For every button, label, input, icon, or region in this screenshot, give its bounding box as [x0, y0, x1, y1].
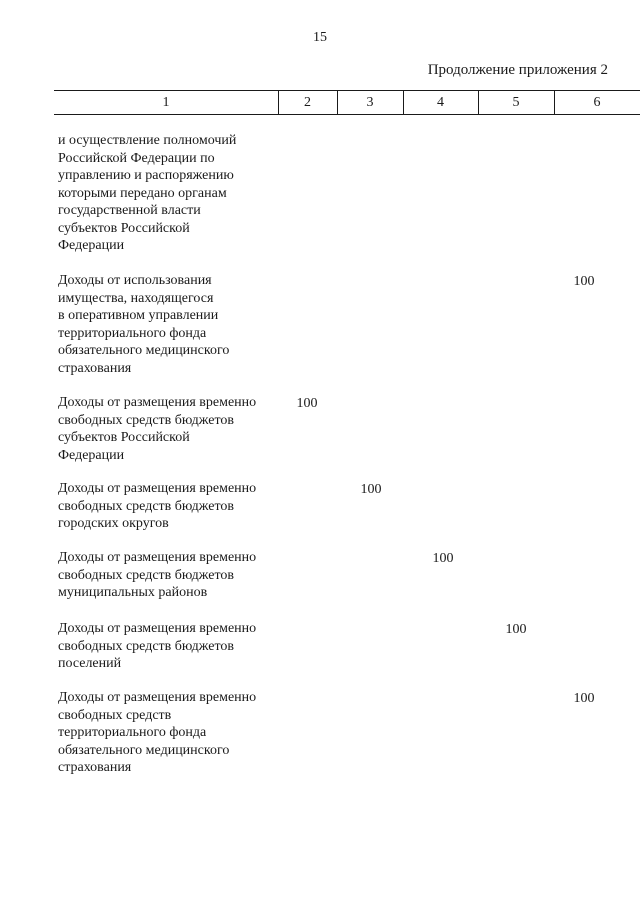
column-header-6: 6: [593, 95, 601, 110]
row-description: Доходы от использования имущества, находящегося в оперативном управлении территориального фонда обязательного медицинского страхования: [58, 273, 230, 376]
column-header-5: 5: [512, 95, 520, 110]
column-header-2: 2: [304, 95, 311, 110]
row-value-col-6: 100: [573, 274, 595, 289]
row-description: Доходы от размещения временно свободных средств бюджетов муниципальных районов: [58, 550, 257, 600]
table-header: [54, 90, 640, 115]
row-value-col-3: 100: [360, 482, 382, 497]
table-row: [58, 132, 640, 255]
column-header-3: 3: [366, 95, 374, 110]
column-header-4: 4: [437, 95, 444, 110]
table-row: [58, 272, 640, 377]
row-value-col-2: 100: [296, 396, 318, 411]
row-value-col-4: 100: [432, 551, 454, 566]
page-number: 15: [313, 30, 327, 45]
column-header-1: 1: [162, 95, 170, 110]
table-row: [58, 620, 640, 673]
row-description: Доходы от размещения временно свободных средств бюджетов субъектов Российской Федерации: [58, 395, 257, 463]
row-description: Доходы от размещения временно свободных средств бюджетов городских округов: [58, 481, 257, 531]
row-value-col-6: 100: [573, 691, 595, 706]
row-description: Доходы от размещения временно свободных средств бюджетов поселений: [58, 621, 257, 671]
table-row: [58, 689, 640, 777]
row-description: Доходы от размещения временно свободных средств территориального фонда обязательного медицинского страхования: [58, 690, 257, 775]
table-row: [58, 394, 640, 464]
table-row: [58, 480, 640, 533]
table-row: [58, 549, 640, 602]
appendix-continuation-title: Продолжение приложения 2: [427, 62, 608, 78]
row-value-col-5: 100: [505, 622, 527, 637]
row-description: и осуществление полномочий Российской Федерации по управлению и распоряжению которыми передано органам государственной власти субъектов Российской Федерации: [58, 133, 237, 253]
